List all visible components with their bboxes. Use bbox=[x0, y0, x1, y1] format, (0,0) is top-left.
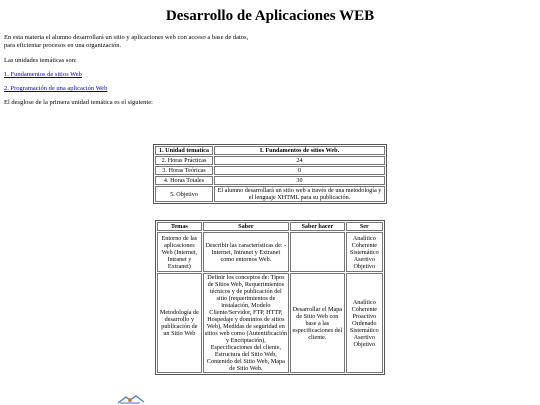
table-cell: Metodología de desarrollo y publicación de un Sitio Web bbox=[157, 273, 202, 373]
decorative-logo-icon bbox=[116, 394, 146, 405]
table-row bbox=[155, 146, 385, 155]
table-header-cell: 1. Unidad tematica bbox=[155, 146, 213, 155]
table-row bbox=[157, 222, 383, 231]
table-cell: El alumno desarrollará un sitio web a través de una metodología y el lenguaje XHTML para su publicación. bbox=[214, 186, 385, 202]
table-cell: 24 bbox=[214, 156, 385, 165]
table-row bbox=[155, 176, 385, 185]
table-header-cell: Saber hacer bbox=[290, 222, 345, 231]
table-row bbox=[157, 273, 383, 373]
table-cell: Desarrollar el Mapa de Sitio Web con base a las especificaciones del cliente. bbox=[290, 273, 345, 373]
units-heading: Las unidades temáticas son: bbox=[4, 57, 77, 64]
unit-link-1[interactable]: 1. Fundamentos de sitios Web bbox=[4, 71, 82, 78]
table-row bbox=[157, 232, 383, 272]
unit-info-table bbox=[153, 144, 387, 204]
table-row bbox=[155, 186, 385, 202]
table-header-cell: Ser bbox=[346, 222, 383, 231]
table-cell: 4. Horas Totales bbox=[155, 176, 213, 185]
breakdown-text: El desglose de la primera unidad temática es el siguiente: bbox=[4, 99, 153, 106]
table-cell: Describir las características de: -Internet, Intranet y Extranet como entornos Web. bbox=[203, 232, 289, 272]
table-cell: Analítico Coherente Sistemático Asertivo Objetivo bbox=[346, 232, 383, 272]
page-title: Desarrollo de Aplicaciones WEB bbox=[165, 8, 375, 24]
table-cell: 3. Horas Teóricas bbox=[155, 166, 213, 175]
topics-table bbox=[155, 220, 385, 375]
table-row bbox=[155, 166, 385, 175]
table-cell: Definir los conceptos de: Tipos de Sitios Web, Requerimientos técnicos y de publicación del sitio (requerimientos de instalación, Modelo Cliente/Servidor, FTP, HTTP, Hospedaje y dominios de sitios Web), Medidas de seguridad en sitios web como (Autentificación y Encriptación), Especificaciones del cliente, Estructura del Sitio Web, Contenido del Sitio Web, Mapa de Sitio Web. bbox=[203, 273, 289, 373]
table-cell: 2. Horas Prácticas bbox=[155, 156, 213, 165]
table-cell: Entorno de las aplicaciones Web (Internet, Intranet y Extranet) bbox=[157, 232, 202, 272]
table-cell: 0 bbox=[214, 166, 385, 175]
table-header-cell: Temas bbox=[157, 222, 202, 231]
table-header-cell: I. Fundamentos de sitios Web. bbox=[214, 146, 385, 155]
table-cell: Analítico Coherente Proactivo Ordenado Sistemático Asertivo Objetivo bbox=[346, 273, 383, 373]
table-cell: 30 bbox=[214, 176, 385, 185]
intro-paragraph: En esta materia el alumno desarrollará un sitio y aplicaciones web con acceso a base de datos, para eficientar procesos en una organización. bbox=[4, 34, 249, 49]
table-row bbox=[155, 156, 385, 165]
unit-link-2[interactable]: 2. Programación de una aplicación Web bbox=[4, 85, 108, 92]
table-cell bbox=[290, 232, 345, 272]
table-cell: 5. Objetivo bbox=[155, 186, 213, 202]
table-header-cell: Saber bbox=[203, 222, 289, 231]
